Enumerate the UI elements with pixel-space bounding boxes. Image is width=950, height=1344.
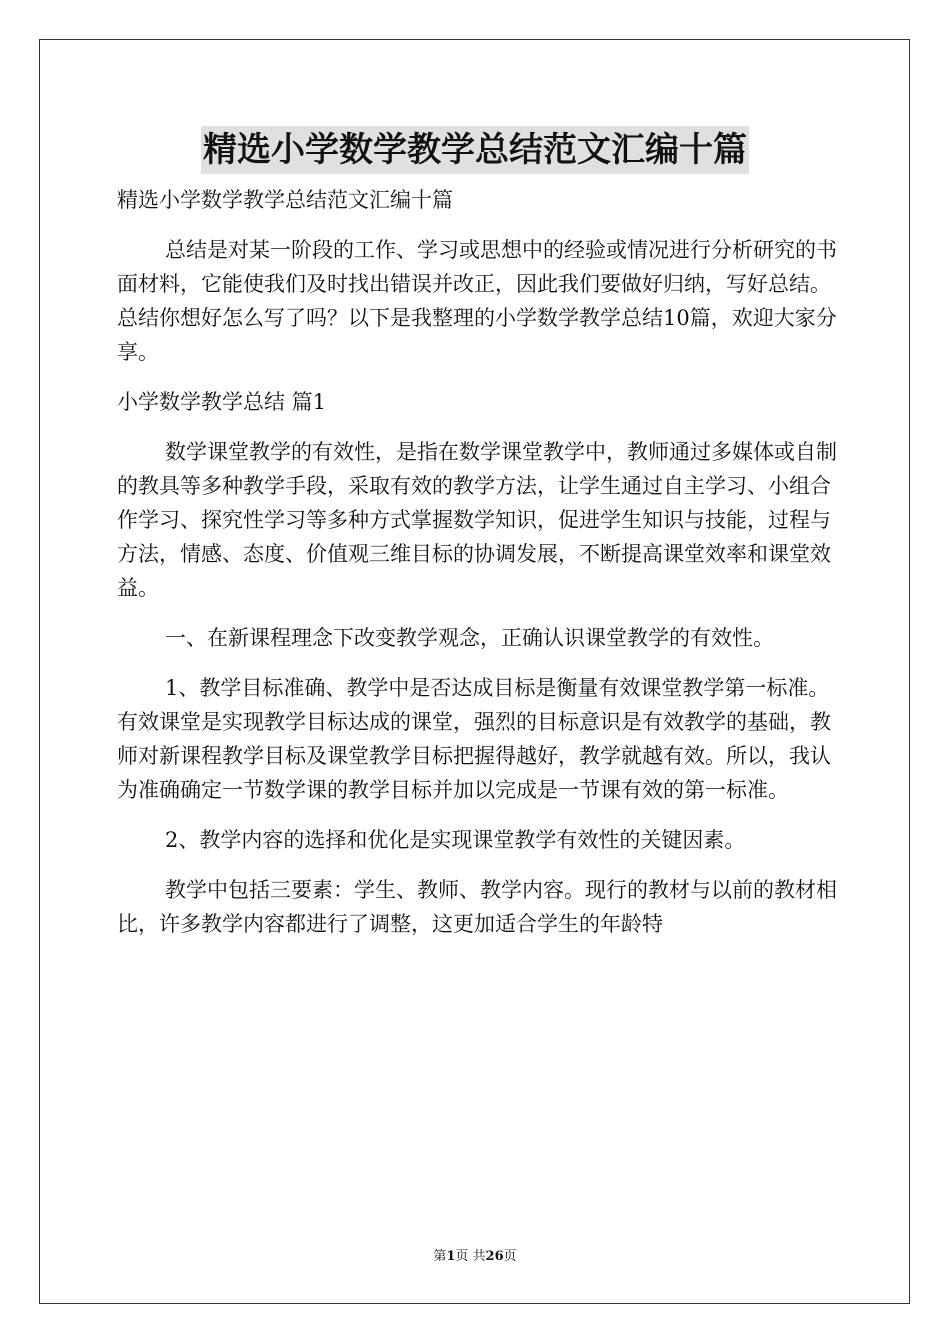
- paragraph: 精选小学数学教学总结范文汇编十篇: [117, 188, 453, 212]
- paragraph: 小学数学教学总结 篇1: [117, 390, 327, 414]
- document-body: [117, 183, 837, 957]
- footer-suffix: 页: [503, 1249, 517, 1264]
- footer-mid: 页 共: [455, 1249, 486, 1264]
- paragraph: 教学中包括三要素：学生、教师、教学内容。现行的教材与以前的教材相比，许多教学内容都进行了调整，这更加适合学生的年龄特: [117, 878, 837, 936]
- footer-prefix: 第: [433, 1249, 447, 1264]
- document-title: [0, 126, 950, 174]
- paragraph: 1、教学目标准确、教学中是否达成目标是衡量有效课堂教学第一标准。有效课堂是实现教学目标达成的课堂，强烈的目标意识是有效教学的基础，教师对新课程教学目标及课堂教学目标把握得越好，教学就越有效。所以，我认为准确确定一节数学课的教学目标并加以完成是一节课有效的第一标准。: [117, 676, 831, 802]
- paragraph: 2、教学内容的选择和优化是实现课堂教学有效性的关键因素。: [165, 828, 746, 852]
- footer-page-number: 1: [446, 1249, 456, 1264]
- paragraph: 数学课堂教学的有效性，是指在数学课堂教学中，教师通过多媒体或自制的教具等多种教学手段，采取有效的教学方法，让学生通过自主学习、小组合作学习、探究性学习等多种方式掌握数学知识，促进学生知识与技能，过程与方法，情感、态度、价值观三维目标的协调发展，不断提高课堂效率和课堂效益。: [117, 440, 837, 600]
- paragraph: 一、在新课程理念下改变教学观念，正确认识课堂教学的有效性。: [165, 626, 774, 650]
- paragraph: 总结是对某一阶段的工作、学习或思想中的经验或情况进行分析研究的书面材料，它能使我们及时找出错误并改正，因此我们要做好归纳，写好总结。总结你想好怎么写了吗？以下是我整理的小学数学教学总结10篇，欢迎大家分享。: [117, 238, 837, 364]
- footer-total-pages: 26: [485, 1249, 504, 1264]
- page-footer: [0, 1245, 950, 1264]
- document-title-text: 精选小学数学教学总结范文汇编十篇: [201, 126, 749, 174]
